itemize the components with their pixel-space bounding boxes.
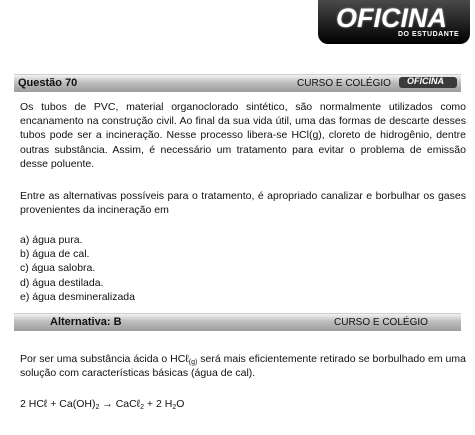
equation-part-4: O	[176, 398, 185, 410]
equation-sub-1: 2	[95, 404, 100, 411]
alternative-e: e) água desmineralizada	[20, 290, 135, 303]
resolution-text	[20, 352, 466, 380]
answer-header-bar	[14, 313, 461, 331]
alternative-a: a) água pura.	[20, 234, 83, 246]
mini-logo-text: OFICINA	[407, 76, 444, 86]
statement-paragraph-2: Entre as alternativas possíveis para o tratamento, é apropriado canalizar e borbulhar os gases provenientes da incineração em	[20, 190, 466, 217]
answer-source: CURSO E COLÉGIO	[334, 317, 428, 328]
alternatives-list	[20, 233, 135, 304]
resolution-subscript: (g)	[188, 359, 198, 366]
logo-subtitle: DO ESTUDANTE	[398, 31, 460, 38]
resolution-text-end: será mais eficientemente retirado se borbulhado em uma solução com características básicas (água de cal).	[20, 353, 466, 380]
question-header-bar	[14, 74, 461, 92]
equation-part-3: + 2 H	[144, 398, 173, 410]
equation-part-1: 2 HCℓ + Ca(OH)	[20, 398, 96, 410]
question-number: Questão 70	[18, 77, 78, 89]
logo-title: OFICINA	[336, 3, 447, 33]
equation-sub-2: 2	[140, 404, 144, 411]
question-source: CURSO E COLÉGIO	[297, 78, 391, 89]
oficina-logo	[318, 0, 470, 44]
statement-paragraph-1: Os tubos de PVC, material organoclorado sintético, são normalmente utilizados como encanamento na construção civil. Ao final da sua vida útil, uma das formas de descarte desses tubos pode ser a incineração. Nesse processo libera-se HCl(g), cloreto de hidrogênio, dentre outras substância. Assim, é necessário um tratamento para evitar o problema de emissão desse poluente.	[20, 101, 466, 170]
alternative-b: b) água de cal.	[20, 248, 90, 261]
answer-label: Alternativa: B	[50, 316, 122, 328]
chemical-equation	[20, 397, 466, 411]
equation-sub-3: 2	[172, 404, 177, 411]
alternative-c: c) água salobra.	[20, 262, 96, 275]
alternative-d: d) água destilada.	[20, 276, 104, 289]
equation-part-2: → CaCℓ	[99, 398, 141, 410]
resolution-text-start: Por ser uma substância ácida o HCℓ	[20, 353, 189, 365]
mini-logo	[399, 77, 457, 88]
